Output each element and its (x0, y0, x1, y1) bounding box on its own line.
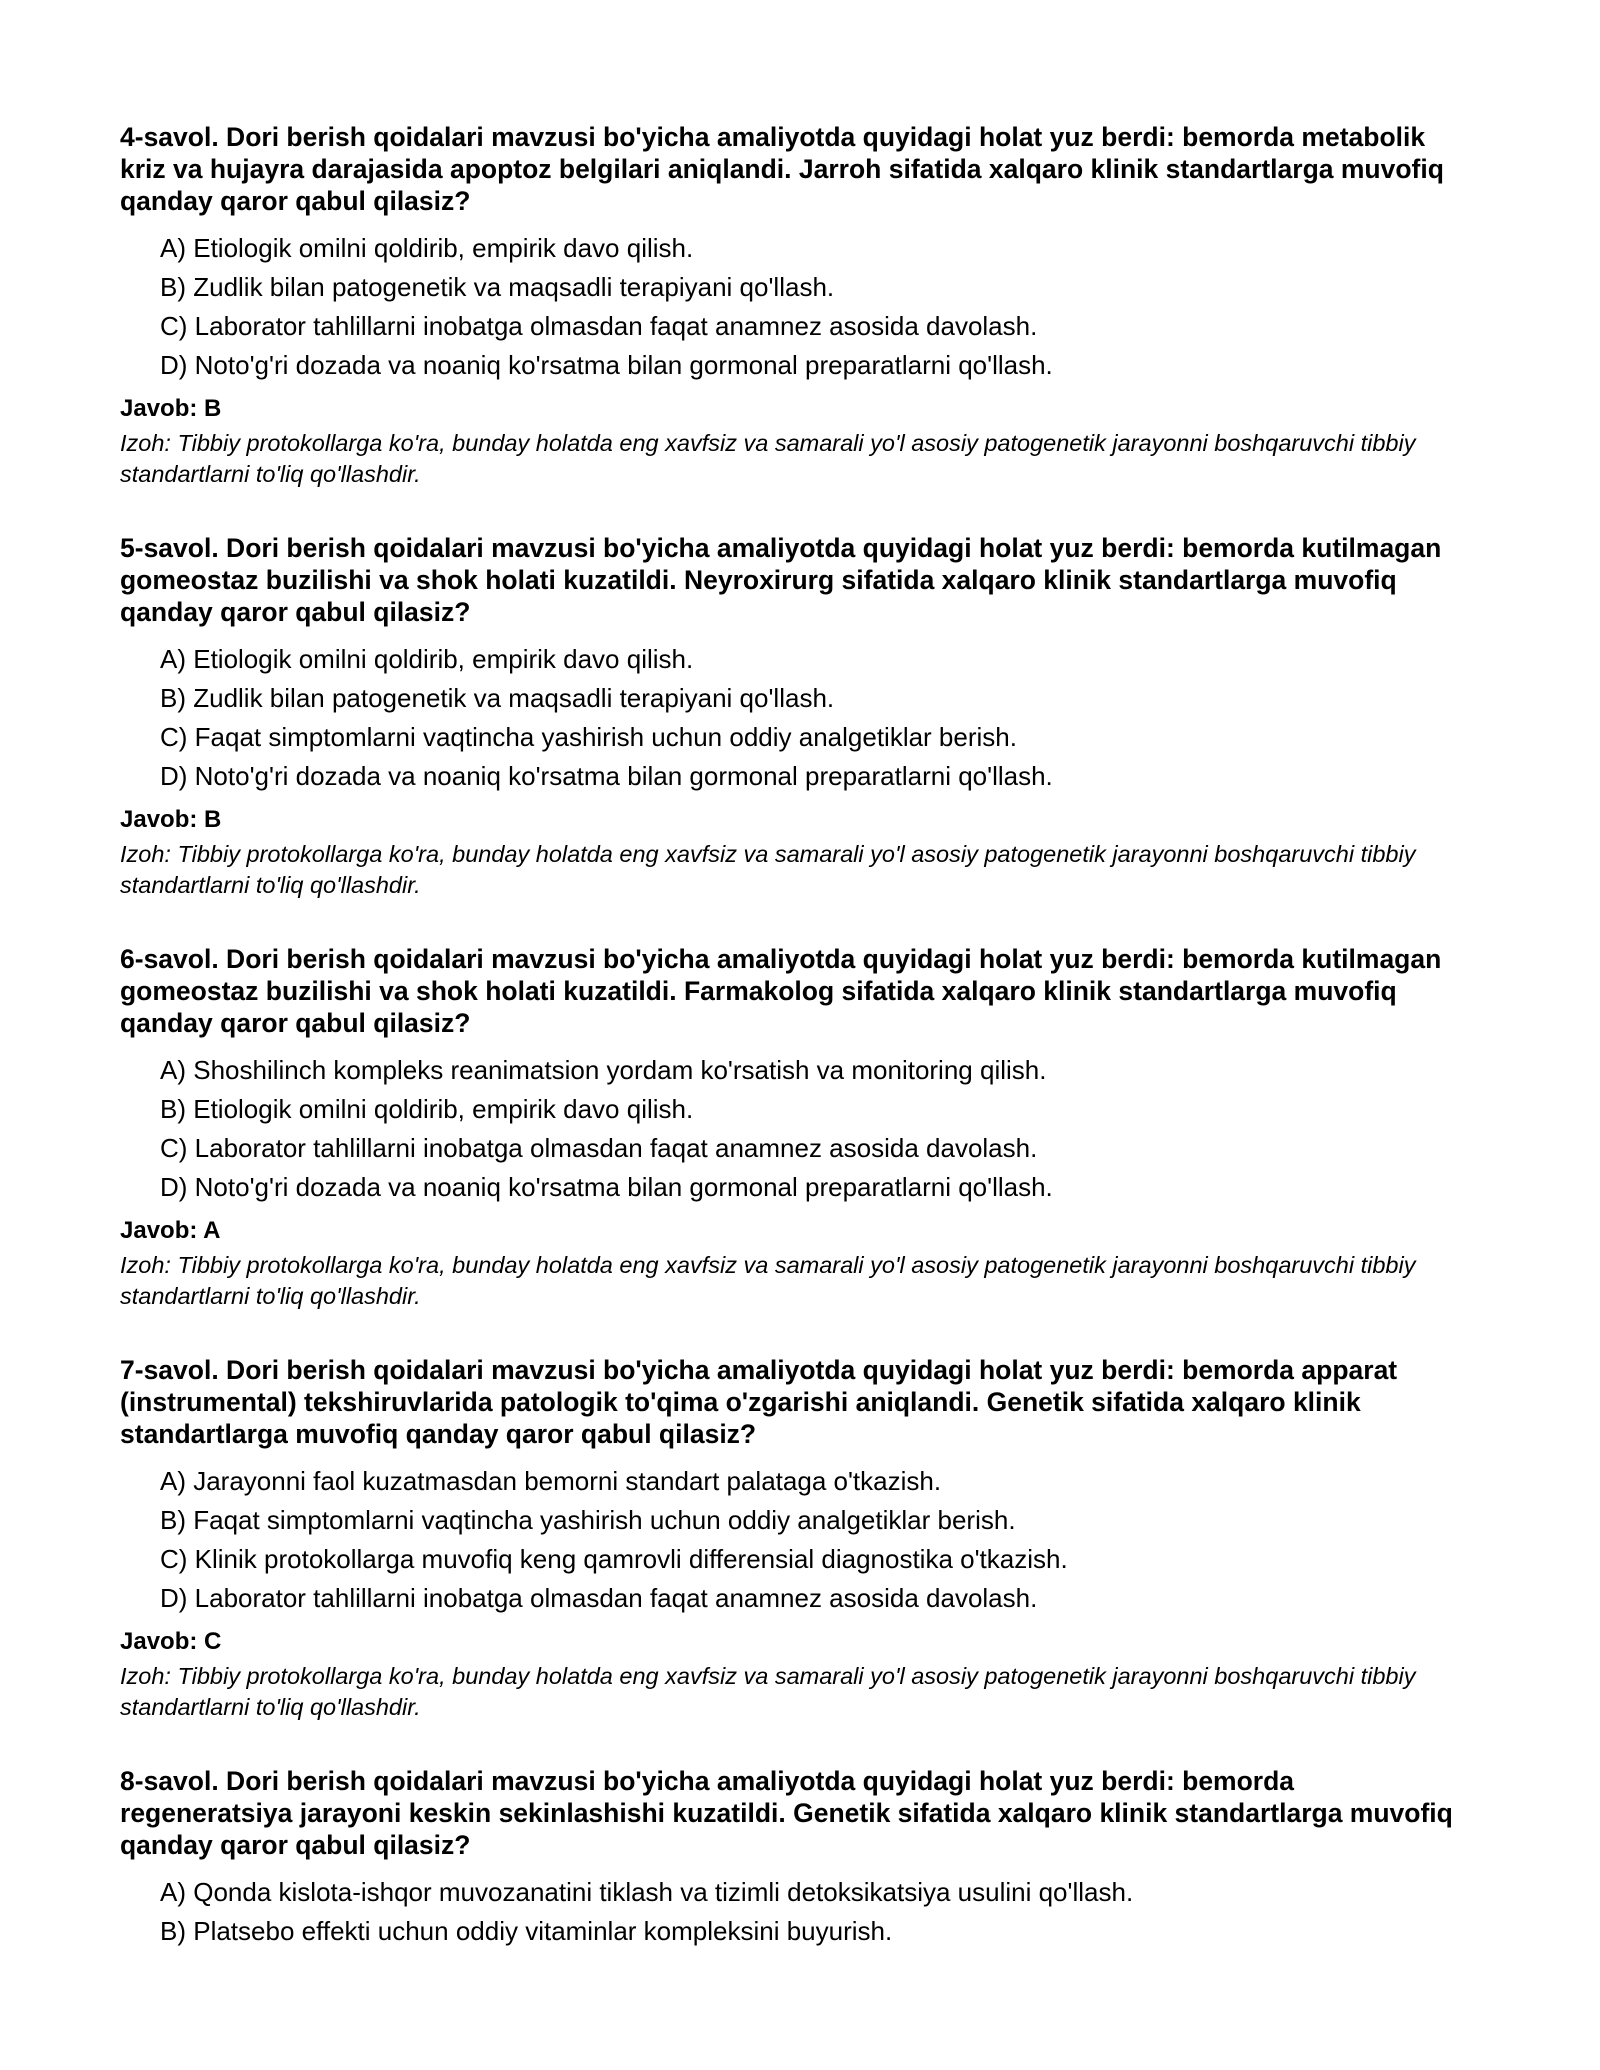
option-list (120, 229, 1465, 385)
option-list (120, 1462, 1465, 1618)
option-list (120, 1051, 1465, 1207)
explanation-note: Izoh: Tibbiy protokollarga ko'ra, bunday holatda eng xavfsiz va samarali yo'l asosiy patogenetik jarayonni boshqaruvchi tibbiy standartlarni to'liq qo'llashdir. (120, 1252, 1416, 1309)
option-list (120, 1873, 1465, 1951)
explanation-note: Izoh: Tibbiy protokollarga ko'ra, bunday holatda eng xavfsiz va samarali yo'l asosiy patogenetik jarayonni boshqaruvchi tibbiy standartlarni to'liq qo'llashdir. (120, 841, 1416, 898)
answer-label: Javob: A (120, 1217, 221, 1244)
question-block (120, 1765, 1465, 1951)
option-a: A) Etiologik omilni qoldirib, empirik davo qilish. (160, 233, 694, 263)
option-a: A) Etiologik omilni qoldirib, empirik davo qilish. (160, 644, 694, 674)
option-list (120, 640, 1465, 796)
option-d: D) Laborator tahlillarni inobatga olmasdan faqat anamnez asosida davolash. (160, 1583, 1038, 1613)
option-c: C) Klinik protokollarga muvofiq keng qamrovli differensial diagnostika o'tkazish. (160, 1544, 1068, 1574)
question-title: 5-savol. Dori berish qoidalari mavzusi bo'yicha amaliyotda quyidagi holat yuz berdi: bemorda kutilmagan gomeostaz buzilishi va shok holati kuzatildi. Neyroxirurg sifatida xalqaro klinik standartlarga muvofiq qanday qaror qabul qilasiz? (120, 533, 1442, 627)
option-b: B) Etiologik omilni qoldirib, empirik davo qilish. (160, 1094, 694, 1124)
option-d: D) Noto'g'ri dozada va noaniq ko'rsatma bilan gormonal preparatlarni qo'llash. (160, 761, 1053, 791)
option-d: D) Noto'g'ri dozada va noaniq ko'rsatma bilan gormonal preparatlarni qo'llash. (160, 1172, 1053, 1202)
answer-label: Javob: B (120, 395, 222, 422)
option-b: B) Zudlik bilan patogenetik va maqsadli terapiyani qo'llash. (160, 683, 835, 713)
document-page (120, 121, 1465, 1993)
option-b: B) Platsebo effekti uchun oddiy vitaminlar kompleksini buyurish. (160, 1916, 893, 1946)
option-c: C) Laborator tahlillarni inobatga olmasdan faqat anamnez asosida davolash. (160, 311, 1038, 341)
option-a: A) Qonda kislota-ishqor muvozanatini tiklash va tizimli detoksikatsiya usulini qo'llash. (160, 1877, 1134, 1907)
question-block (120, 532, 1465, 901)
explanation-note: Izoh: Tibbiy protokollarga ko'ra, bunday holatda eng xavfsiz va samarali yo'l asosiy patogenetik jarayonni boshqaruvchi tibbiy standartlarni to'liq qo'llashdir. (120, 430, 1416, 487)
option-b: B) Faqat simptomlarni vaqtincha yashirish uchun oddiy analgetiklar berish. (160, 1505, 1016, 1535)
question-title: 4-savol. Dori berish qoidalari mavzusi bo'yicha amaliyotda quyidagi holat yuz berdi: bemorda metabolik kriz va hujayra darajasida apoptoz belgilari aniqlandi. Jarroh sifatida xalqaro klinik standartlarga muvofiq qanday qaror qabul qilasiz? (120, 122, 1444, 216)
option-a: A) Shoshilinch kompleks reanimatsion yordam ko'rsatish va monitoring qilish. (160, 1055, 1047, 1085)
option-c: C) Faqat simptomlarni vaqtincha yashirish uchun oddiy analgetiklar berish. (160, 722, 1017, 752)
question-title: 7-savol. Dori berish qoidalari mavzusi bo'yicha amaliyotda quyidagi holat yuz berdi: bemorda apparat (instrumental) tekshiruvlarida patologik to'qima o'zgarishi aniqlandi. Genetik sifatida xalqaro klinik standartlarga muvofiq qanday qaror qabul qilasiz? (120, 1355, 1398, 1449)
answer-label: Javob: C (120, 1628, 222, 1655)
question-block (120, 121, 1465, 490)
question-title: 8-savol. Dori berish qoidalari mavzusi bo'yicha amaliyotda quyidagi holat yuz berdi: bemorda regeneratsiya jarayoni keskin sekinlashishi kuzatildi. Genetik sifatida xalqaro klinik standartlarga muvofiq qanday qaror qabul qilasiz? (120, 1766, 1453, 1860)
explanation-note: Izoh: Tibbiy protokollarga ko'ra, bunday holatda eng xavfsiz va samarali yo'l asosiy patogenetik jarayonni boshqaruvchi tibbiy standartlarni to'liq qo'llashdir. (120, 1663, 1416, 1720)
option-d: D) Noto'g'ri dozada va noaniq ko'rsatma bilan gormonal preparatlarni qo'llash. (160, 350, 1053, 380)
question-block (120, 1354, 1465, 1723)
question-title: 6-savol. Dori berish qoidalari mavzusi bo'yicha amaliyotda quyidagi holat yuz berdi: bemorda kutilmagan gomeostaz buzilishi va shok holati kuzatildi. Farmakolog sifatida xalqaro klinik standartlarga muvofiq qanday qaror qabul qilasiz? (120, 944, 1442, 1038)
option-a: A) Jarayonni faol kuzatmasdan bemorni standart palataga o'tkazish. (160, 1466, 942, 1496)
option-b: B) Zudlik bilan patogenetik va maqsadli terapiyani qo'llash. (160, 272, 835, 302)
answer-label: Javob: B (120, 806, 222, 833)
question-block (120, 943, 1465, 1312)
option-c: C) Laborator tahlillarni inobatga olmasdan faqat anamnez asosida davolash. (160, 1133, 1038, 1163)
